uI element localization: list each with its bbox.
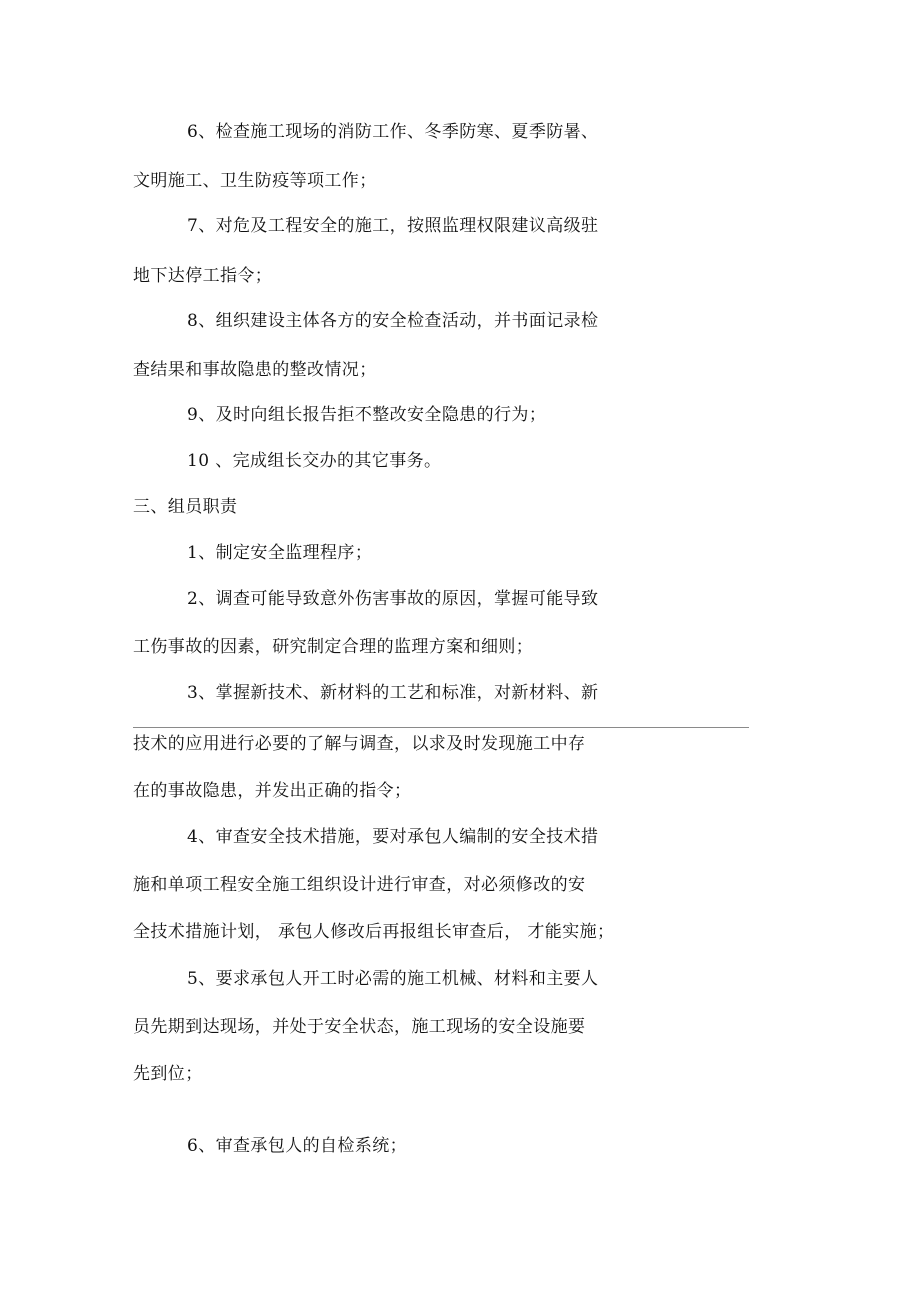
text-line: 先到位； (133, 1064, 203, 1084)
text-line: 全技术措施计划， 承包人修改后再报组长审查后， 才能实施； (133, 922, 615, 942)
text-line: 10 、完成组长交办的其它事务。 (187, 451, 442, 471)
text-line: 查结果和事故隐患的整改情况； (133, 360, 377, 380)
text-line: 9、及时向组长报告拒不整改安全隐患的行为； (187, 405, 547, 425)
text-line: 施和单项工程安全施工组织设计进行审查，对必须修改的安 (133, 875, 586, 895)
text-line: 7、对危及工程安全的施工，按照监理权限建议高级驻 (187, 216, 599, 236)
text-line: 1、制定安全监理程序； (187, 543, 373, 563)
text-line: 文明施工、卫生防疫等项工作； (133, 171, 377, 191)
text-line: 6、审查承包人的自检系统； (187, 1136, 408, 1156)
text-line: 技术的应用进行必要的了解与调查，以求及时发现施工中存 (133, 734, 586, 754)
text-line: 在的事故隐患，并发出正确的指令； (133, 781, 412, 801)
text-line: 地下达停工指令； (133, 266, 273, 286)
text-line: 员先期到达现场，并处于安全状态，施工现场的安全设施要 (133, 1017, 586, 1037)
text-line: 5、要求承包人开工时必需的施工机械、材料和主要人 (187, 969, 599, 989)
text-line: 8、组织建设主体各方的安全检查活动，并书面记录检 (187, 311, 599, 331)
text-line: 3、掌握新技术、新材料的工艺和标准，对新材料、新 (187, 683, 599, 703)
text-line: 工伤事故的因素，研究制定合理的监理方案和细则； (133, 637, 534, 657)
horizontal-rule (133, 727, 749, 728)
text-line: 6、检查施工现场的消防工作、冬季防寒、夏季防暑、 (187, 122, 599, 142)
text-line: 4、审查安全技术措施，要对承包人编制的安全技术措 (187, 827, 599, 847)
section-heading: 三、组员职责 (133, 497, 238, 517)
text-line: 2、调查可能导致意外伤害事故的原因，掌握可能导致 (187, 589, 599, 609)
